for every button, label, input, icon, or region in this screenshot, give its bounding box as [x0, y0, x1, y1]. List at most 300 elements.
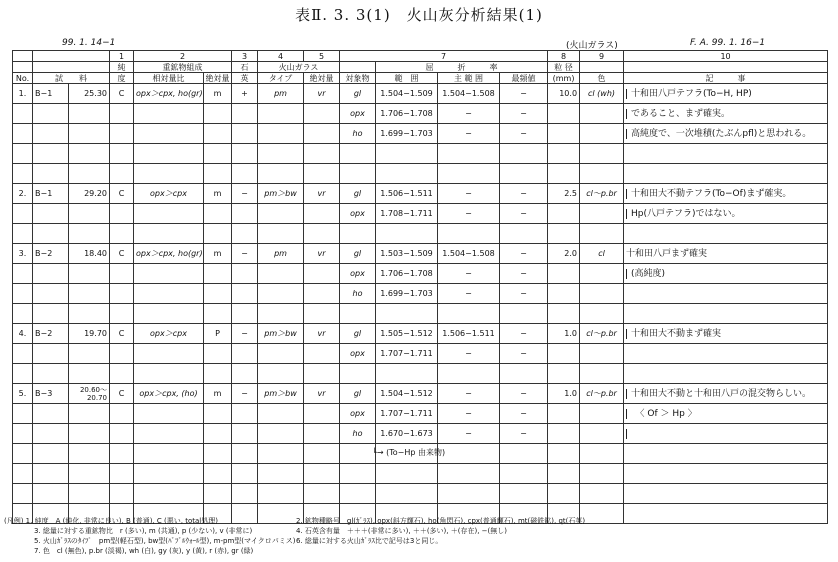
cell-mode	[500, 304, 548, 324]
cell-mode	[500, 444, 548, 464]
cell-no	[13, 304, 33, 324]
date-left: 99. 1. 14−1	[62, 38, 116, 48]
cell-q	[232, 104, 258, 124]
hdr-mineral: 重鉱物組成	[134, 62, 232, 73]
cell-no	[13, 404, 33, 424]
cell-main: 1.506−1.511	[438, 324, 500, 344]
cell-remark	[624, 344, 828, 364]
cell-main: −	[438, 264, 500, 284]
cell-color: cl (wh)	[580, 84, 624, 104]
table-row	[13, 324, 828, 344]
cell-id	[33, 424, 69, 444]
cell-grain: 1.0	[548, 384, 580, 404]
cell-rel: opx＞cpx, (ho)	[134, 384, 204, 404]
cell-abs: m	[204, 244, 232, 264]
remark-text: 十和田八戸まず確実	[626, 248, 708, 259]
cell-range: 1.708−1.711	[376, 204, 438, 224]
cell-depth	[69, 284, 110, 304]
cell-depth	[69, 204, 110, 224]
cell-gabs	[304, 284, 340, 304]
table-row	[13, 284, 828, 304]
cell-p: C	[110, 244, 134, 264]
cell-id: B−2	[33, 324, 69, 344]
col-num-7: 7	[340, 51, 548, 62]
cell-no: 3.	[13, 244, 33, 264]
cell-remark	[624, 444, 828, 464]
cell-gabs: vr	[304, 184, 340, 204]
cell-abs: m	[204, 384, 232, 404]
cell-color: cl	[580, 244, 624, 264]
cell-no: 4.	[13, 324, 33, 344]
cell-abs	[204, 304, 232, 324]
cell-remark	[624, 504, 828, 524]
cell-id	[33, 444, 69, 464]
hdr-ei: 英	[232, 73, 258, 84]
cell-gtype	[258, 124, 304, 144]
header-label-row	[13, 73, 828, 84]
cell-depth	[69, 464, 110, 484]
date-right: F. A. 99. 1. 16−1	[690, 38, 766, 48]
cell-depth	[69, 264, 110, 284]
cell-range	[376, 364, 438, 384]
col-num-3: 3	[232, 51, 258, 62]
cell-p	[110, 224, 134, 244]
cell-main	[438, 144, 500, 164]
cell-obj	[340, 464, 376, 484]
cell-id	[33, 104, 69, 124]
cell-rel	[134, 204, 204, 224]
cell-color	[580, 124, 624, 144]
table-row	[13, 464, 828, 484]
arrow-note	[372, 447, 445, 458]
cell-p	[110, 424, 134, 444]
cell-gabs	[304, 124, 340, 144]
cell-mode: −	[500, 124, 548, 144]
cell-grain: 2.5	[548, 184, 580, 204]
cell-main	[438, 484, 500, 504]
legend-line-3: 5. 火山ｶﾞﾗｽのﾀｲﾌﾟ pm型(軽石型), bw型(ﾊﾞﾌﾞﾙｳｫｰﾙ型), m-pm型(マイクロパミス)	[34, 537, 296, 545]
cell-obj	[340, 444, 376, 464]
cell-p	[110, 444, 134, 464]
cell-no	[13, 224, 33, 244]
cell-color	[580, 224, 624, 244]
cell-id	[33, 304, 69, 324]
cell-obj	[340, 144, 376, 164]
cell-abs: m	[204, 84, 232, 104]
cell-depth: 19.70	[69, 324, 110, 344]
cell-q	[232, 484, 258, 504]
cell-gabs	[304, 424, 340, 444]
cell-depth	[69, 444, 110, 464]
cell-depth	[69, 344, 110, 364]
cell-no	[13, 464, 33, 484]
cell-color	[580, 284, 624, 304]
cell-abs	[204, 464, 232, 484]
cell-id: B−1	[33, 84, 69, 104]
cell-depth: 18.40	[69, 244, 110, 264]
cell-main: −	[438, 384, 500, 404]
cell-color	[580, 164, 624, 184]
cell-q	[232, 224, 258, 244]
cell-gtype	[258, 364, 304, 384]
cell-id	[33, 124, 69, 144]
cell-gtype	[258, 304, 304, 324]
cell-id	[33, 464, 69, 484]
cell-grain	[548, 164, 580, 184]
cell-range: 1.706−1.708	[376, 104, 438, 124]
cell-remark	[624, 104, 828, 124]
cell-color	[580, 504, 624, 524]
cell-no: 2.	[13, 184, 33, 204]
cell-gabs	[304, 464, 340, 484]
cell-gtype	[258, 204, 304, 224]
cell-mode	[500, 144, 548, 164]
cell-mode: −	[500, 324, 548, 344]
col-num-2: 2	[134, 51, 232, 62]
cell-gabs	[304, 444, 340, 464]
cell-main	[438, 444, 500, 464]
cell-p	[110, 484, 134, 504]
cell-gtype	[258, 424, 304, 444]
cell-gtype: pm	[258, 244, 304, 264]
table-row	[13, 384, 828, 404]
legend-line-6: 4. 石英含有量 ＋＋＋(非常に多い), ＋＋(多い), ＋(存在), −(無し)	[296, 527, 507, 535]
cell-gabs	[304, 264, 340, 284]
hdr-stone: 石	[232, 62, 258, 73]
cell-mode: −	[500, 244, 548, 264]
cell-grain	[548, 424, 580, 444]
cell-depth	[69, 424, 110, 444]
cell-q	[232, 264, 258, 284]
table-row	[13, 404, 828, 424]
legend-line-7: 6. 総量に対する火山ｶﾞﾗｽ比で記号は3と同じ。	[296, 537, 443, 545]
cell-obj: ho	[340, 124, 376, 144]
cell-no	[13, 264, 33, 284]
cell-q	[232, 204, 258, 224]
cell-rel: opx＞cpx	[134, 184, 204, 204]
hdr-color: 色	[580, 73, 624, 84]
cell-main	[438, 304, 500, 324]
cell-remark	[624, 144, 828, 164]
hdr-type: タイプ	[258, 73, 304, 84]
cell-range: 1.707−1.711	[376, 404, 438, 424]
cell-q	[232, 164, 258, 184]
remark-text: 高純度で、一次堆積(たぶんpfl)と思われる。	[626, 129, 811, 139]
cell-q	[232, 144, 258, 164]
cell-grain	[548, 304, 580, 324]
cell-color	[580, 404, 624, 424]
cell-grain	[548, 224, 580, 244]
cell-main	[438, 364, 500, 384]
cell-rel	[134, 304, 204, 324]
cell-remark	[624, 124, 828, 144]
cell-remark	[624, 244, 828, 264]
cell-depth	[69, 304, 110, 324]
cell-id: B−1	[33, 184, 69, 204]
cell-range: 1.706−1.708	[376, 264, 438, 284]
cell-color	[580, 344, 624, 364]
cell-color	[580, 304, 624, 324]
cell-abs	[204, 124, 232, 144]
cell-id	[33, 404, 69, 424]
cell-grain: 1.0	[548, 324, 580, 344]
cell-obj: ho	[340, 424, 376, 444]
hdr-glass: 火山ガラス	[258, 62, 340, 73]
cell-gabs	[304, 144, 340, 164]
cell-mode: −	[500, 84, 548, 104]
cell-abs	[204, 164, 232, 184]
cell-main: −	[438, 424, 500, 444]
cell-p: C	[110, 84, 134, 104]
cell-gtype	[258, 264, 304, 284]
cell-p	[110, 284, 134, 304]
remark-text: 〈 Of ＞ Hp 〉	[626, 409, 697, 419]
cell-no: 1.	[13, 84, 33, 104]
cell-grain	[548, 264, 580, 284]
cell-mode: −	[500, 344, 548, 364]
cell-rel	[134, 124, 204, 144]
cell-grain	[548, 284, 580, 304]
cell-color	[580, 364, 624, 384]
cell-no	[13, 444, 33, 464]
cell-p: C	[110, 184, 134, 204]
cell-range	[376, 304, 438, 324]
hdr-abs: 絶対量	[205, 73, 230, 83]
cell-mode	[500, 484, 548, 504]
cell-mode: −	[500, 424, 548, 444]
cell-mode: −	[500, 404, 548, 424]
col-num-4: 4	[258, 51, 304, 62]
cell-q	[232, 124, 258, 144]
cell-main	[438, 224, 500, 244]
cell-id	[33, 364, 69, 384]
cell-range	[376, 464, 438, 484]
cell-depth	[69, 144, 110, 164]
hdr-target: 対象物	[340, 73, 376, 84]
cell-id: B−2	[33, 244, 69, 264]
cell-gtype: pm	[258, 84, 304, 104]
cell-range: 1.505−1.512	[376, 324, 438, 344]
hdr-sample: 試 料	[33, 73, 110, 84]
cell-grain	[548, 444, 580, 464]
cell-remark	[624, 164, 828, 184]
cell-mode: −	[500, 184, 548, 204]
cell-range: 1.707−1.711	[376, 344, 438, 364]
cell-gtype: pm＞bw	[258, 324, 304, 344]
table-row	[13, 204, 828, 224]
cell-gabs	[304, 224, 340, 244]
cell-grain	[548, 344, 580, 364]
cell-q	[232, 464, 258, 484]
cell-abs	[204, 484, 232, 504]
cell-mode: −	[500, 264, 548, 284]
cell-grain	[548, 464, 580, 484]
cell-main: 1.504−1.508	[438, 84, 500, 104]
cell-main: 1.504−1.508	[438, 244, 500, 264]
header-numbers-row	[13, 51, 828, 62]
cell-color	[580, 464, 624, 484]
cell-gabs	[304, 304, 340, 324]
cell-grain	[548, 144, 580, 164]
cell-main: −	[438, 344, 500, 364]
cell-obj: opx	[340, 344, 376, 364]
cell-gtype	[258, 104, 304, 124]
cell-grain: 10.0	[548, 84, 580, 104]
cell-q: −	[232, 184, 258, 204]
cell-no	[13, 284, 33, 304]
cell-abs	[204, 444, 232, 464]
cell-p	[110, 264, 134, 284]
cell-main: −	[438, 284, 500, 304]
col-num-5: 5	[304, 51, 340, 62]
hdr-jun: 純	[110, 62, 134, 73]
cell-remark	[624, 384, 828, 404]
table-row	[13, 164, 828, 184]
cell-id	[33, 204, 69, 224]
cell-range: 1.670−1.673	[376, 424, 438, 444]
table-row	[13, 244, 828, 264]
hdr-mm: (mm)	[548, 73, 580, 84]
remark-text	[626, 429, 631, 439]
cell-grain: 2.0	[548, 244, 580, 264]
cell-depth	[69, 224, 110, 244]
table-row	[13, 224, 828, 244]
cell-range	[376, 224, 438, 244]
cell-q	[232, 444, 258, 464]
cell-mode: −	[500, 204, 548, 224]
table-row	[13, 344, 828, 364]
col-num-1: 1	[110, 51, 134, 62]
cell-gtype	[258, 164, 304, 184]
cell-obj	[340, 224, 376, 244]
cell-remark	[624, 284, 828, 304]
cell-gabs: vr	[304, 244, 340, 264]
hdr-gabs: 絶対量	[304, 73, 340, 84]
cell-q: −	[232, 324, 258, 344]
cell-no	[13, 364, 33, 384]
cell-gabs	[304, 344, 340, 364]
cell-mode	[500, 164, 548, 184]
cell-rel: opx＞cpx, ho(gr)	[134, 244, 204, 264]
cell-obj: gl	[340, 84, 376, 104]
cell-abs: P	[204, 324, 232, 344]
cell-id	[33, 344, 69, 364]
cell-gtype: pm＞bw	[258, 184, 304, 204]
cell-obj: gl	[340, 184, 376, 204]
cell-abs	[204, 284, 232, 304]
table-row	[13, 84, 828, 104]
cell-main: −	[438, 204, 500, 224]
cell-depth: 29.20	[69, 184, 110, 204]
cell-grain	[548, 124, 580, 144]
cell-abs	[204, 104, 232, 124]
cell-gtype	[258, 484, 304, 504]
cell-q	[232, 344, 258, 364]
col-num-10: 10	[624, 51, 828, 62]
cell-id	[33, 264, 69, 284]
remark-text: であること、まず確実。	[626, 109, 730, 119]
cell-gtype	[258, 144, 304, 164]
cell-obj: opx	[340, 104, 376, 124]
legend-line-4: 7. 色 cl (無色), p.br (淡褐), wh (白), gy (灰), y (黄), r (赤), gr (緑)	[34, 547, 254, 555]
cell-depth	[69, 124, 110, 144]
cell-id	[33, 164, 69, 184]
table-row	[13, 364, 828, 384]
cell-gabs	[304, 104, 340, 124]
cell-gabs	[304, 484, 340, 504]
cell-main	[438, 164, 500, 184]
cell-p	[110, 464, 134, 484]
remark-text: 十和田大不動まず確実	[626, 329, 721, 339]
cell-depth	[69, 404, 110, 424]
cell-q	[232, 364, 258, 384]
cell-main: −	[438, 104, 500, 124]
cell-no	[13, 124, 33, 144]
cell-rel	[134, 104, 204, 124]
cell-p	[110, 164, 134, 184]
cell-abs	[204, 144, 232, 164]
cell-obj	[340, 164, 376, 184]
table-row	[13, 264, 828, 284]
cell-rel	[134, 424, 204, 444]
cell-obj: opx	[340, 264, 376, 284]
hdr-no: No.	[13, 73, 33, 84]
cell-rel	[134, 484, 204, 504]
cell-remark	[624, 464, 828, 484]
cell-abs: m	[204, 184, 232, 204]
cell-rel	[134, 164, 204, 184]
cell-range: 1.504−1.512	[376, 384, 438, 404]
cell-depth: 20.60〜20.70	[69, 384, 110, 404]
cell-mode: −	[500, 104, 548, 124]
hdr-main: 主 範 囲	[438, 73, 500, 84]
cell-rel	[134, 364, 204, 384]
cell-color	[580, 104, 624, 124]
cell-remark	[624, 304, 828, 324]
cell-range	[376, 484, 438, 504]
cell-gtype	[258, 404, 304, 424]
cell-no	[13, 164, 33, 184]
cell-obj: gl	[340, 244, 376, 264]
legend-line-1: (凡例) 1. 純度 A (純化, 非常に良い), B (普通), C (悪い, total処理)	[4, 517, 218, 525]
remark-text: (高純度)	[626, 269, 665, 279]
cell-main: −	[438, 404, 500, 424]
cell-q	[232, 284, 258, 304]
hdr-grain: 粒 径	[548, 62, 580, 73]
cell-p	[110, 404, 134, 424]
cell-range	[376, 164, 438, 184]
remark-text: 十和田八戸テフラ(To−H, HP)	[626, 89, 752, 99]
cell-depth	[69, 484, 110, 504]
cell-color: cl〜p.br	[580, 384, 624, 404]
cell-p	[110, 344, 134, 364]
cell-obj: gl	[340, 324, 376, 344]
cell-range: 1.699−1.703	[376, 124, 438, 144]
cell-color: cl〜p.br	[580, 184, 624, 204]
cell-no	[13, 424, 33, 444]
cell-rel	[134, 224, 204, 244]
glass-label: (火山ガラス)	[566, 41, 618, 51]
cell-remark	[624, 204, 828, 224]
cell-grain	[548, 484, 580, 504]
cell-gtype	[258, 464, 304, 484]
cell-main: −	[438, 184, 500, 204]
cell-q: +	[232, 84, 258, 104]
hdr-remarks: 記 事	[624, 73, 828, 84]
cell-abs	[204, 204, 232, 224]
table-row	[13, 424, 828, 444]
cell-color	[580, 424, 624, 444]
